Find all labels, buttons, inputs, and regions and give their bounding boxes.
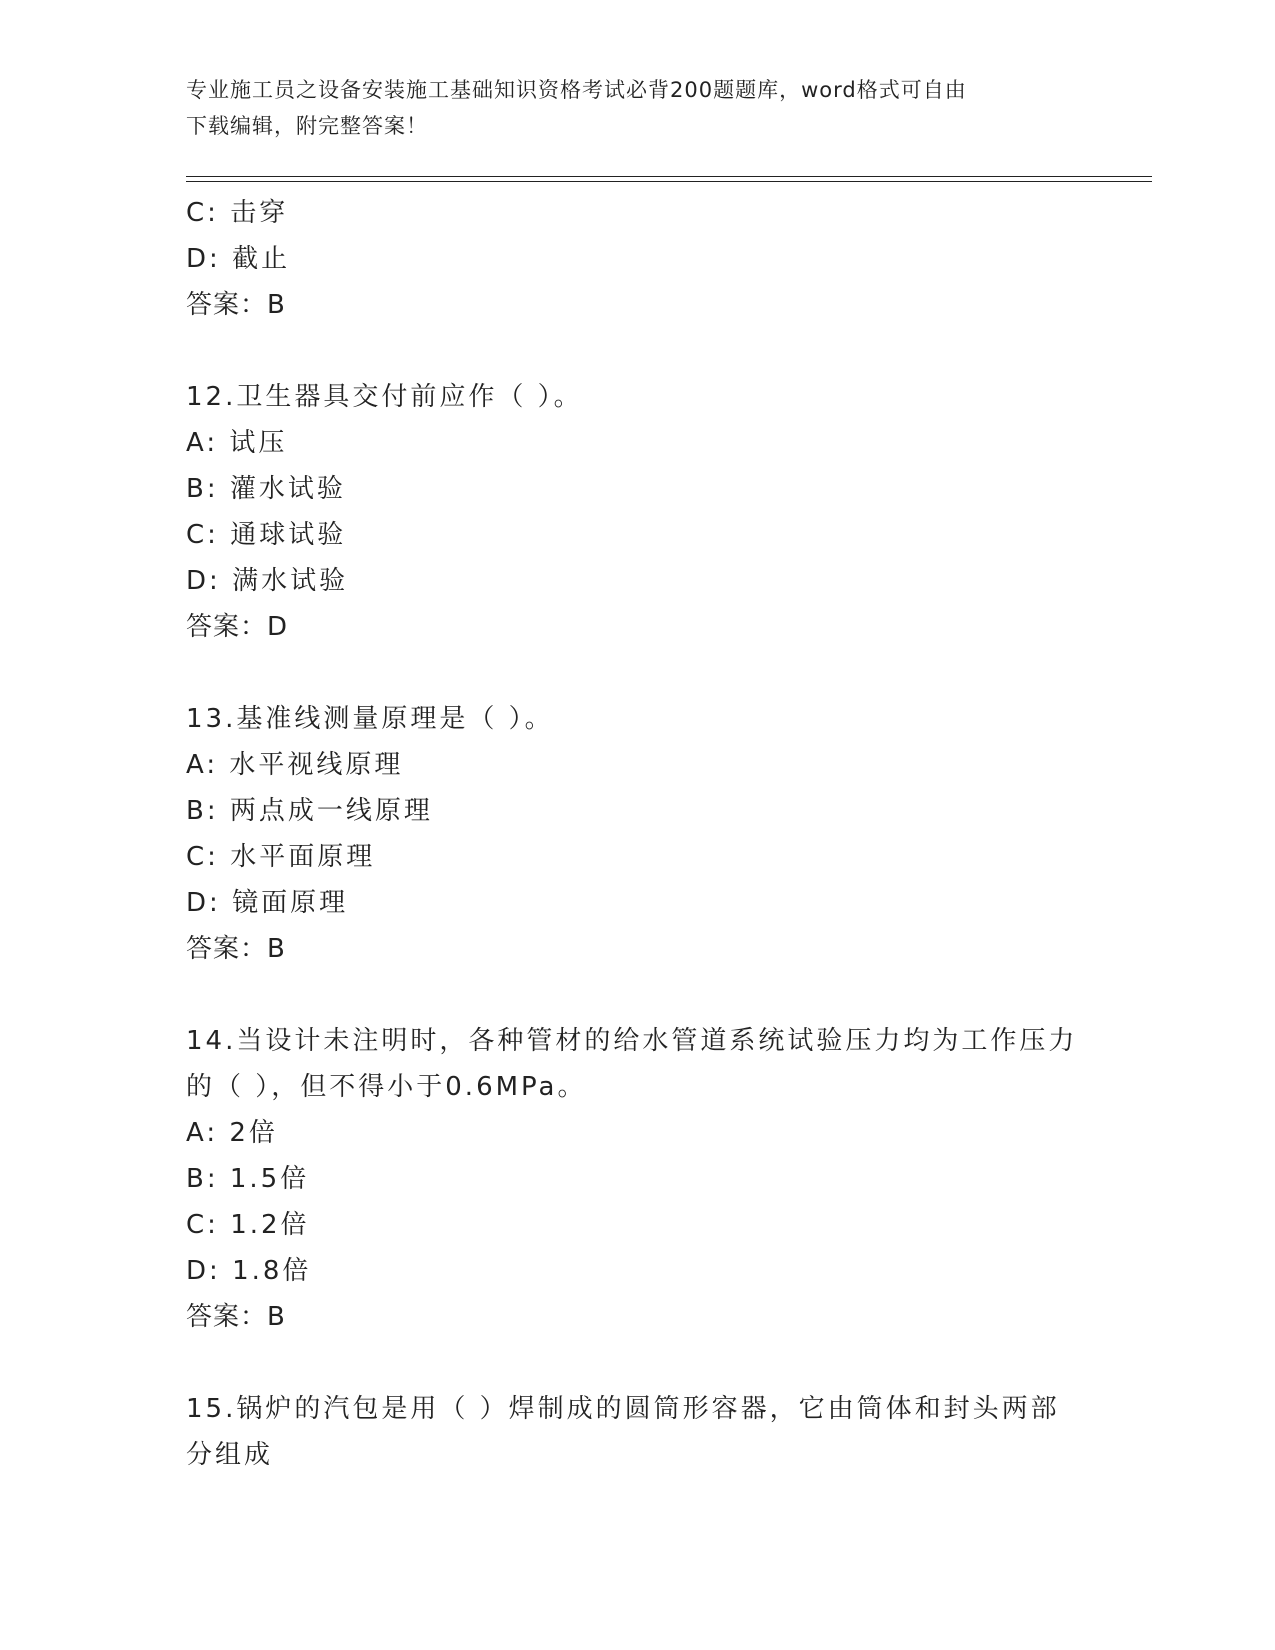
option-text: 1.5倍 [229, 1164, 310, 1194]
option-text: 灌水试验 [229, 474, 346, 504]
question-list [186, 190, 1086, 1478]
option-separator: : [206, 1164, 230, 1194]
option-c [186, 834, 1086, 880]
option-separator: : [209, 1256, 233, 1286]
option-separator: : [207, 1210, 231, 1240]
option-separator: : [206, 750, 230, 780]
option-letter: A [186, 428, 207, 458]
option-letter: D [186, 1256, 210, 1286]
option-separator: : [206, 1118, 230, 1148]
option-text: 水平面原理 [230, 842, 376, 872]
spacer [186, 650, 1086, 696]
option-letter: C [186, 842, 208, 872]
option-d [186, 1248, 1086, 1294]
question-12 [186, 374, 1086, 650]
option-text: 1.8倍 [232, 1256, 312, 1286]
option-text: 水平视线原理 [229, 750, 404, 780]
answer-line: 答案：B [186, 290, 286, 320]
option-text: 截止 [232, 244, 291, 274]
spacer [186, 1340, 1086, 1386]
option-text: 2倍 [229, 1118, 278, 1148]
option-letter: D [186, 888, 210, 918]
answer-line: 答案：B [186, 1302, 286, 1332]
question-stem: 13.基准线测量原理是（ ）。 [186, 704, 554, 734]
option-letter: B [186, 474, 207, 504]
option-text: 击穿 [230, 198, 289, 228]
option-separator: : [206, 474, 230, 504]
option-letter: A [186, 1118, 207, 1148]
option-b [186, 466, 1086, 512]
option-separator: : [209, 566, 233, 596]
option-a [186, 742, 1086, 788]
option-text: 试压 [229, 428, 288, 458]
option-letter: B [186, 796, 207, 826]
answer-line: 答案：D [186, 612, 289, 642]
header-divider-top [186, 176, 1152, 177]
option-separator: : [207, 198, 231, 228]
option-c [186, 1202, 1086, 1248]
header-divider-bottom [186, 181, 1152, 182]
option-d [186, 236, 1086, 282]
option-a [186, 420, 1086, 466]
question-stem-line-1: 14.当设计未注明时，各种管材的给水管道系统试验压力均为工作压力 [186, 1026, 1078, 1056]
option-letter: C [186, 1210, 208, 1240]
option-letter: A [186, 750, 207, 780]
option-letter: D [186, 244, 210, 274]
answer-line: 答案：B [186, 934, 286, 964]
option-text: 两点成一线原理 [229, 796, 433, 826]
option-c [186, 512, 1086, 558]
option-separator: : [206, 428, 230, 458]
option-letter: C [186, 520, 208, 550]
option-text: 1.2倍 [230, 1210, 310, 1240]
question-15 [186, 1386, 1086, 1478]
option-text: 通球试验 [230, 520, 347, 550]
option-letter: D [186, 566, 210, 596]
option-a [186, 1110, 1086, 1156]
option-letter: C [186, 198, 208, 228]
option-separator: : [209, 888, 233, 918]
option-d [186, 558, 1086, 604]
question-stem-line-2: 分组成 [186, 1440, 274, 1470]
header-title-line-2: 下载编辑，附完整答案！ [186, 114, 428, 138]
option-letter: B [186, 1164, 207, 1194]
question-11-continuation [186, 190, 1086, 328]
spacer [186, 328, 1086, 374]
question-stem-line-2: 的（ ），但不得小于0.6MPa。 [186, 1072, 587, 1102]
question-14 [186, 1018, 1086, 1340]
document-header [186, 72, 1086, 144]
question-stem: 12.卫生器具交付前应作（ ）。 [186, 382, 583, 412]
question-stem-line-1: 15.锅炉的汽包是用（ ）焊制成的圆筒形容器，它由筒体和封头两部 [186, 1394, 1060, 1424]
option-text: 满水试验 [232, 566, 349, 596]
option-c [186, 190, 1086, 236]
option-separator: : [206, 796, 230, 826]
option-text: 镜面原理 [232, 888, 349, 918]
option-separator: : [207, 842, 231, 872]
question-13 [186, 696, 1086, 972]
option-separator: : [209, 244, 233, 274]
option-b [186, 1156, 1086, 1202]
header-title-line-1: 专业施工员之设备安装施工基础知识资格考试必背200题题库，word格式可自由 [186, 78, 967, 102]
spacer [186, 972, 1086, 1018]
option-d [186, 880, 1086, 926]
option-b [186, 788, 1086, 834]
option-separator: : [207, 520, 231, 550]
